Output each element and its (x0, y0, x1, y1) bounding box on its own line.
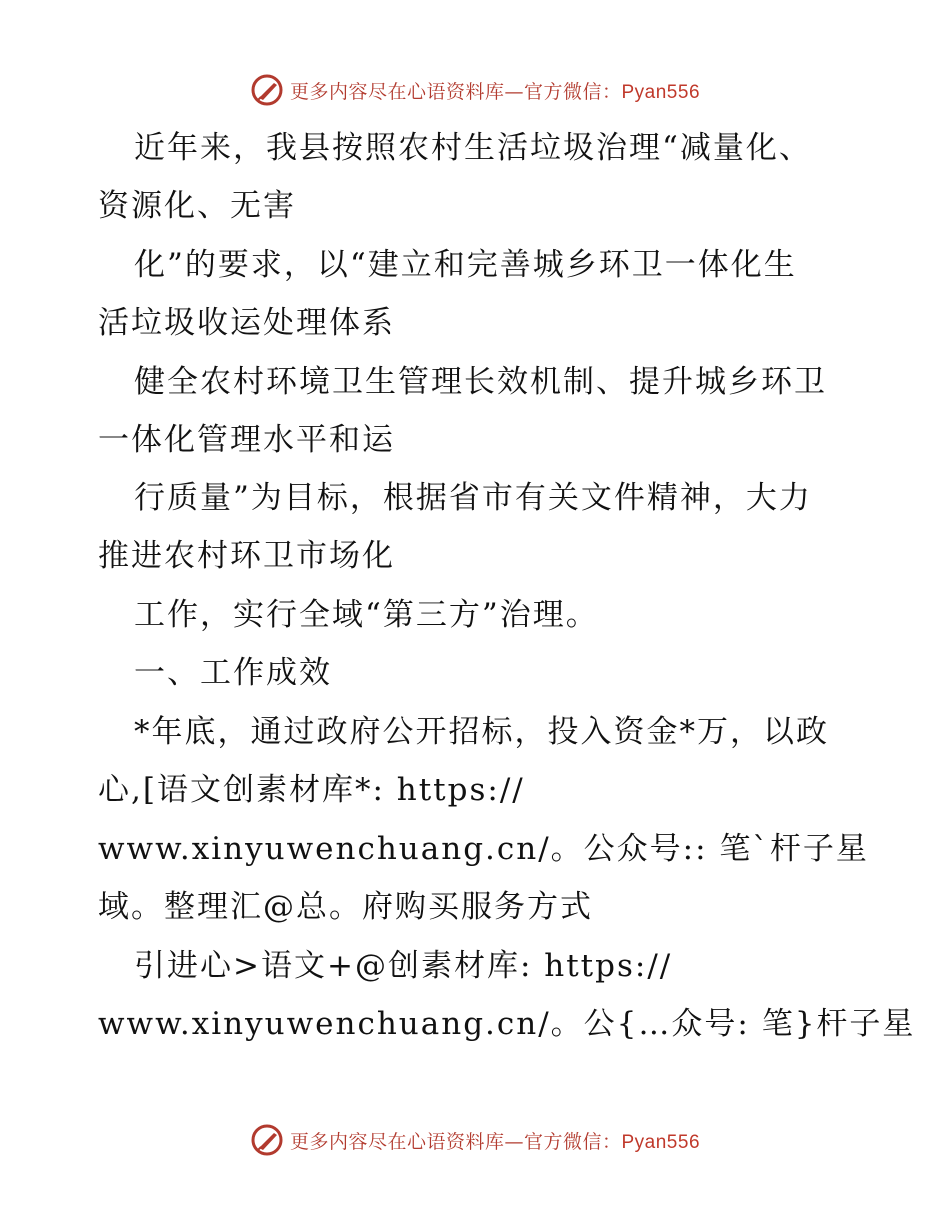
paragraph-line: 心,[语文创素材库*: https:// (98, 772, 525, 808)
banner-text (290, 77, 700, 104)
header-watermark-banner (0, 70, 950, 110)
paragraph-line: 域。整理汇@总。府购买服务方式 (98, 889, 593, 925)
paragraph-line: 推进农村环卫市场化 (98, 538, 395, 574)
paragraph-line: *年底，通过政府公开招标，投入资金*万，以政 (134, 714, 829, 750)
paragraph-line: 引进心>语文+@创素材库: https:// (134, 948, 673, 984)
paragraph-line: 活垃圾收运处理体系 (98, 305, 395, 341)
section-heading: 一、工作成效 (134, 655, 332, 691)
banner-text (290, 1127, 700, 1154)
paragraph-line: www.xinyuwenchuang.cn/。公众号:: 笔`杆子星 (98, 831, 869, 867)
banner-wechat-id: Pyan556 (621, 81, 701, 103)
paragraph-line: 工作，实行全域“第三方”治理。 (134, 597, 599, 633)
paragraph-line: 行质量”为目标，根据省市有关文件精神，大力 (134, 480, 812, 516)
banner-label: 更多内容尽在心语资料库—官方微信： (289, 1130, 622, 1153)
paragraph-line: 健全农村环境卫生管理长效机制、提升城乡环卫 (134, 364, 827, 400)
paragraph-line: 化”的要求，以“建立和完善城乡环卫一体化生 (134, 247, 797, 283)
banner-wechat-id: Pyan556 (621, 1131, 701, 1153)
quill-pen-circle-icon (250, 73, 284, 107)
paragraph-line: 资源化、无害 (98, 188, 296, 224)
banner-label: 更多内容尽在心语资料库—官方微信： (289, 80, 622, 103)
paragraph-line: 一体化管理水平和运 (98, 422, 395, 458)
paragraph-line: www.xinyuwenchuang.cn/。公{…众号: 笔}杆子星 (98, 1006, 916, 1042)
quill-pen-circle-icon (250, 1123, 284, 1157)
paragraph-line: 近年来，我县按照农村生活垃圾治理“减量化、 (134, 130, 812, 166)
footer-watermark-banner (0, 1120, 950, 1160)
